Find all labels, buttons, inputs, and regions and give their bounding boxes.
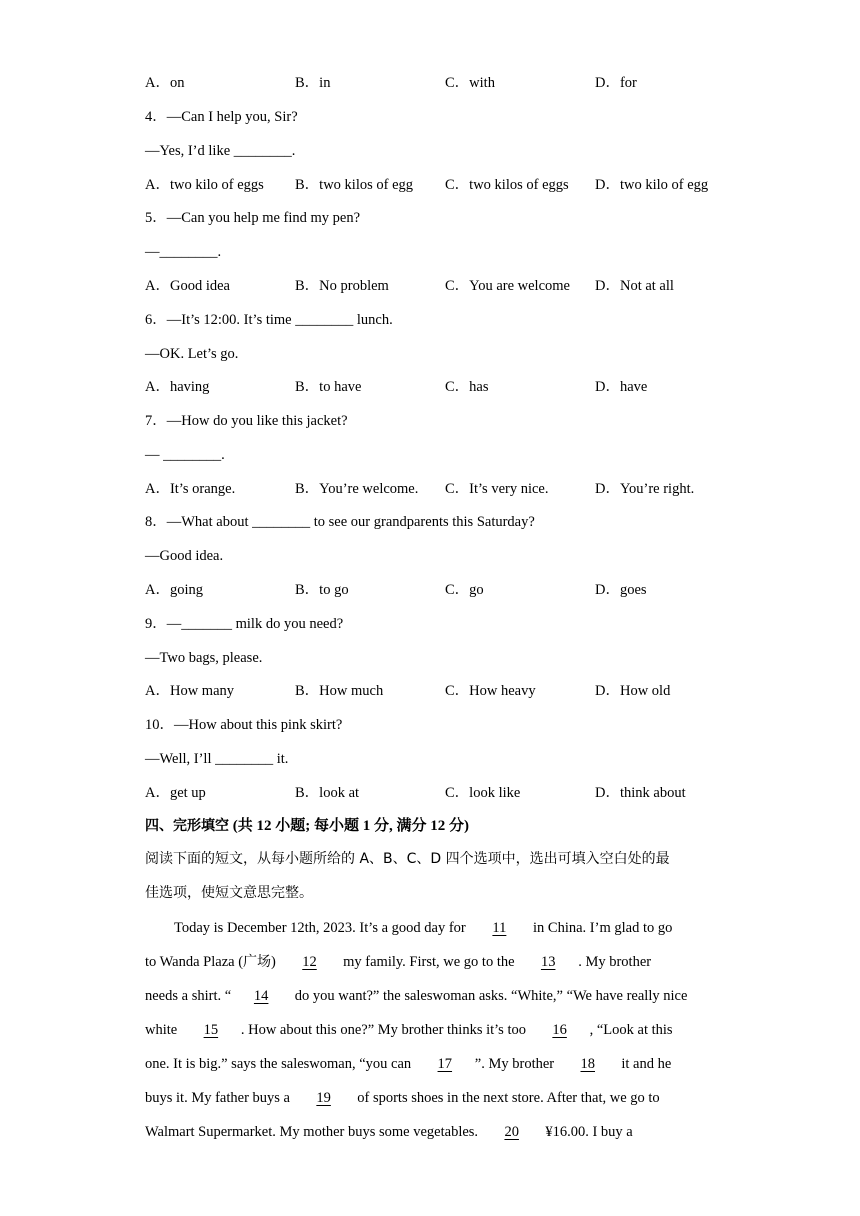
q10-option-c[interactable]: C．look like xyxy=(445,785,521,801)
q10-options xyxy=(145,783,745,803)
q5-reply: —________. xyxy=(145,244,222,260)
q6-option-b[interactable]: B．to have xyxy=(295,379,362,395)
passage-line-7 xyxy=(145,1122,633,1142)
q8-option-b[interactable]: B．to go xyxy=(295,582,349,598)
q7-option-c[interactable]: C．It’s very nice. xyxy=(445,481,549,497)
q8-stem: 8．—What about ________ to see our grandparents this Saturday? xyxy=(145,514,535,530)
passage-text: ”. My brother xyxy=(474,1056,555,1072)
q9-option-b[interactable]: B．How much xyxy=(295,683,384,699)
q6-option-d[interactable]: D．have xyxy=(595,379,648,395)
passage-text: white xyxy=(145,1022,178,1038)
passage-text: to Wanda Plaza ( xyxy=(145,954,244,970)
q8-options xyxy=(145,580,745,600)
q8-option-c[interactable]: C．go xyxy=(445,582,484,598)
blank-18[interactable]: 18 xyxy=(580,1056,595,1072)
passage-text: do you want?” the saleswoman asks. “White,” “We have really nice xyxy=(294,988,688,1004)
blank-15[interactable]: 15 xyxy=(203,1022,219,1038)
passage-line-6 xyxy=(145,1088,660,1108)
passage-text: , “Look at this xyxy=(589,1022,673,1038)
passage-text: my family. First, we go to the xyxy=(343,954,515,970)
passage-text: Walmart Supermarket. My mother buys some vegetables. xyxy=(145,1124,479,1140)
q9-option-c[interactable]: C．How heavy xyxy=(445,683,536,699)
blank-17[interactable]: 17 xyxy=(437,1056,453,1072)
passage-text: needs a shirt. “ xyxy=(145,988,232,1004)
blank-12[interactable]: 12 xyxy=(302,954,317,970)
q5-option-c[interactable]: C．You are welcome xyxy=(445,278,570,294)
q5-option-a[interactable]: A．Good idea xyxy=(145,278,230,294)
q10-option-b[interactable]: B．look at xyxy=(295,785,360,801)
passage-text: Today is December 12th, 2023. It’s a good day for xyxy=(174,920,466,936)
q6-options xyxy=(145,377,745,397)
passage-text: one. It is big.” says the saleswoman, “you can xyxy=(145,1056,412,1072)
section-heading xyxy=(145,815,469,837)
section-heading-cn: 四、完形填空 xyxy=(145,818,229,834)
q6-reply: —OK. Let’s go. xyxy=(145,346,239,362)
q9-stem: 9．—_______ milk do you need? xyxy=(145,616,344,632)
q5-option-b[interactable]: B．No problem xyxy=(295,278,389,294)
q4-reply: —Yes, I’d like ________. xyxy=(145,143,296,159)
q8-option-a[interactable]: A．going xyxy=(145,582,203,598)
passage-text: . My brother xyxy=(578,954,652,970)
q6-option-a[interactable]: A．having xyxy=(145,379,210,395)
passage-line-1 xyxy=(174,918,672,938)
section-instructions-line2: 佳选项，使短文意思完整。 xyxy=(145,885,313,901)
q7-options xyxy=(145,479,745,499)
q8-reply: —Good idea. xyxy=(145,548,224,564)
blank-14[interactable]: 14 xyxy=(253,988,269,1004)
q7-option-a[interactable]: A．It’s orange. xyxy=(145,481,236,497)
passage-text: buys it. My father buys a xyxy=(145,1090,290,1106)
q7-option-d[interactable]: D．You’re right. xyxy=(595,481,695,497)
passage-line-4 xyxy=(145,1020,673,1040)
passage-text: . How about this one?” My brother thinks it’s too xyxy=(240,1022,526,1038)
section-instructions-line1: 阅读下面的短文，从每小题所给的 A、B、C、D 四个选项中，选出可填入空白处的最 xyxy=(145,851,670,867)
q10-reply: —Well, I’ll ________ it. xyxy=(145,751,289,767)
blank-19[interactable]: 19 xyxy=(316,1090,331,1106)
q4-option-d[interactable]: D．two kilo of egg xyxy=(595,177,709,193)
q4-stem: 4．—Can I help you, Sir? xyxy=(145,109,298,125)
q7-reply: — ________. xyxy=(145,447,225,463)
passage-text: ¥16.00. I buy a xyxy=(545,1124,633,1140)
passage-line-5 xyxy=(145,1054,671,1074)
passage-line-3 xyxy=(145,986,687,1006)
q6-option-c[interactable]: C．has xyxy=(445,379,489,395)
passage-text-cn: 广场 xyxy=(243,954,272,970)
q4-options xyxy=(145,175,745,195)
q9-reply: —Two bags, please. xyxy=(145,650,263,666)
q5-option-d[interactable]: D．Not at all xyxy=(595,278,674,294)
q7-option-b[interactable]: B．You’re welcome. xyxy=(295,481,419,497)
passage-text: of sports shoes in the next store. After that, we go to xyxy=(357,1090,660,1106)
q9-option-d[interactable]: D．How old xyxy=(595,683,671,699)
q4-option-b[interactable]: B．two kilos of egg xyxy=(295,177,414,193)
blank-16[interactable]: 16 xyxy=(552,1022,567,1038)
q10-option-a[interactable]: A．get up xyxy=(145,785,206,801)
q9-option-a[interactable]: A．How many xyxy=(145,683,235,699)
q6-stem: 6．—It’s 12:00. It’s time ________ lunch. xyxy=(145,312,393,328)
passage-text: in China. I’m glad to go xyxy=(533,920,673,936)
passage-line-2 xyxy=(145,952,651,972)
blank-11[interactable]: 11 xyxy=(492,920,507,936)
q5-options xyxy=(145,276,745,296)
passage-text: ) xyxy=(271,954,276,970)
q5-stem: 5．—Can you help me find my pen? xyxy=(145,210,361,226)
blank-13[interactable]: 13 xyxy=(540,954,556,970)
q3-option-a[interactable]: A．on xyxy=(145,75,185,91)
q3-options xyxy=(145,73,745,93)
q7-stem: 7．—How do you like this jacket? xyxy=(145,413,348,429)
q3-option-c[interactable]: C．with xyxy=(445,75,495,91)
q4-option-a[interactable]: A．two kilo of eggs xyxy=(145,177,264,193)
q10-stem: 10．—How about this pink skirt? xyxy=(145,717,343,733)
blank-20[interactable]: 20 xyxy=(504,1124,519,1140)
q4-option-c[interactable]: C．two kilos of eggs xyxy=(445,177,569,193)
q10-option-d[interactable]: D．think about xyxy=(595,785,686,801)
q8-option-d[interactable]: D．goes xyxy=(595,582,647,598)
q3-option-d[interactable]: D．for xyxy=(595,75,637,91)
section-heading-scoring: (共 12 小题; 每小题 1 分, 满分 12 分) xyxy=(229,818,469,834)
passage-text: it and he xyxy=(621,1056,672,1072)
q3-option-b[interactable]: B．in xyxy=(295,75,331,91)
q9-options xyxy=(145,681,745,701)
